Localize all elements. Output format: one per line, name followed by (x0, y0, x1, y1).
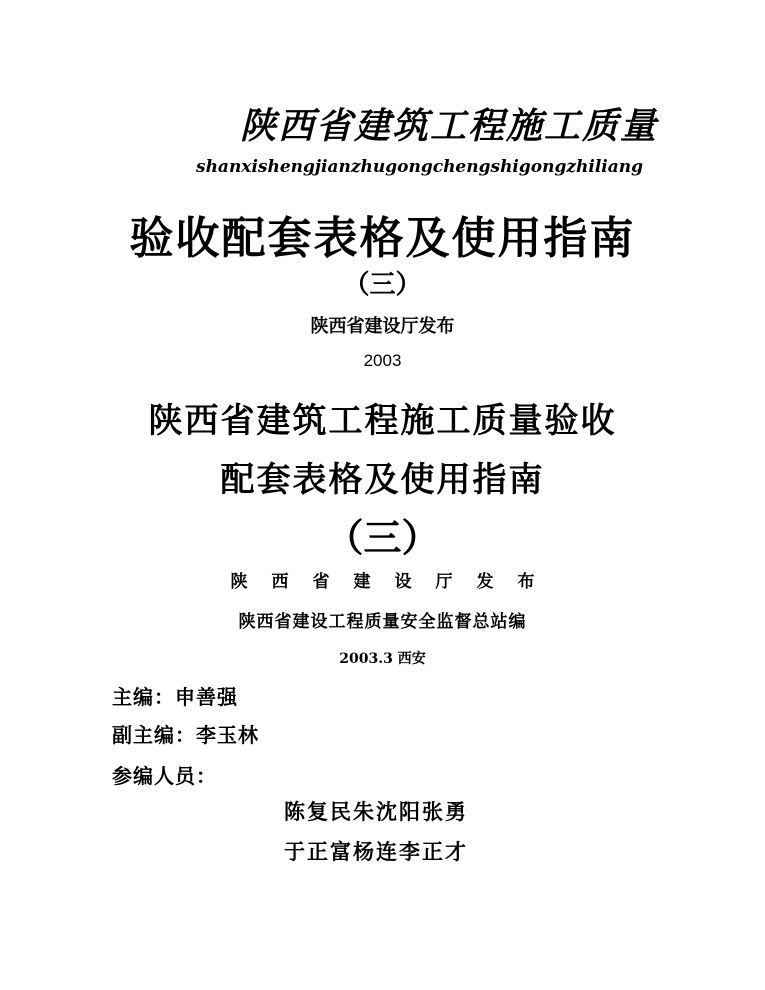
title-page-heading-line2: 配套表格及使用指南 (220, 460, 545, 500)
cover-italic-title: 陕西省建筑工程施工质量 (240, 105, 659, 147)
contributors-names-row2: 于正富杨连李正才 (284, 839, 468, 864)
chief-editor-credit: 主编：申善强 (112, 685, 238, 709)
title-page-publisher: 陕西省建设厅发布 (230, 572, 559, 592)
cover-volume-number: （三） (343, 270, 422, 300)
deputy-editor-credit: 副主编：李玉林 (112, 723, 259, 747)
title-page-heading-line1: 陕西省建筑工程施工质量验收 (148, 401, 617, 441)
cover-pinyin-subtitle: shanxishengjianzhugongchengshigongzhiliang (196, 157, 644, 177)
cover-year: 2003 (363, 351, 402, 370)
title-page-volume-number: （三） (325, 515, 440, 560)
contributors-names-row1: 陈复民朱沈阳张勇 (284, 799, 468, 824)
title-page-date-place: 2003.3 西安 (339, 651, 426, 667)
title-page-compiler: 陕西省建设工程质量安全监督总站编 (238, 612, 527, 632)
contributors-label: 参编人员： (112, 764, 217, 788)
cover-publisher: 陕西省建设厅发布 (310, 316, 455, 337)
cover-main-title: 验收配套表格及使用指南 (129, 213, 636, 264)
